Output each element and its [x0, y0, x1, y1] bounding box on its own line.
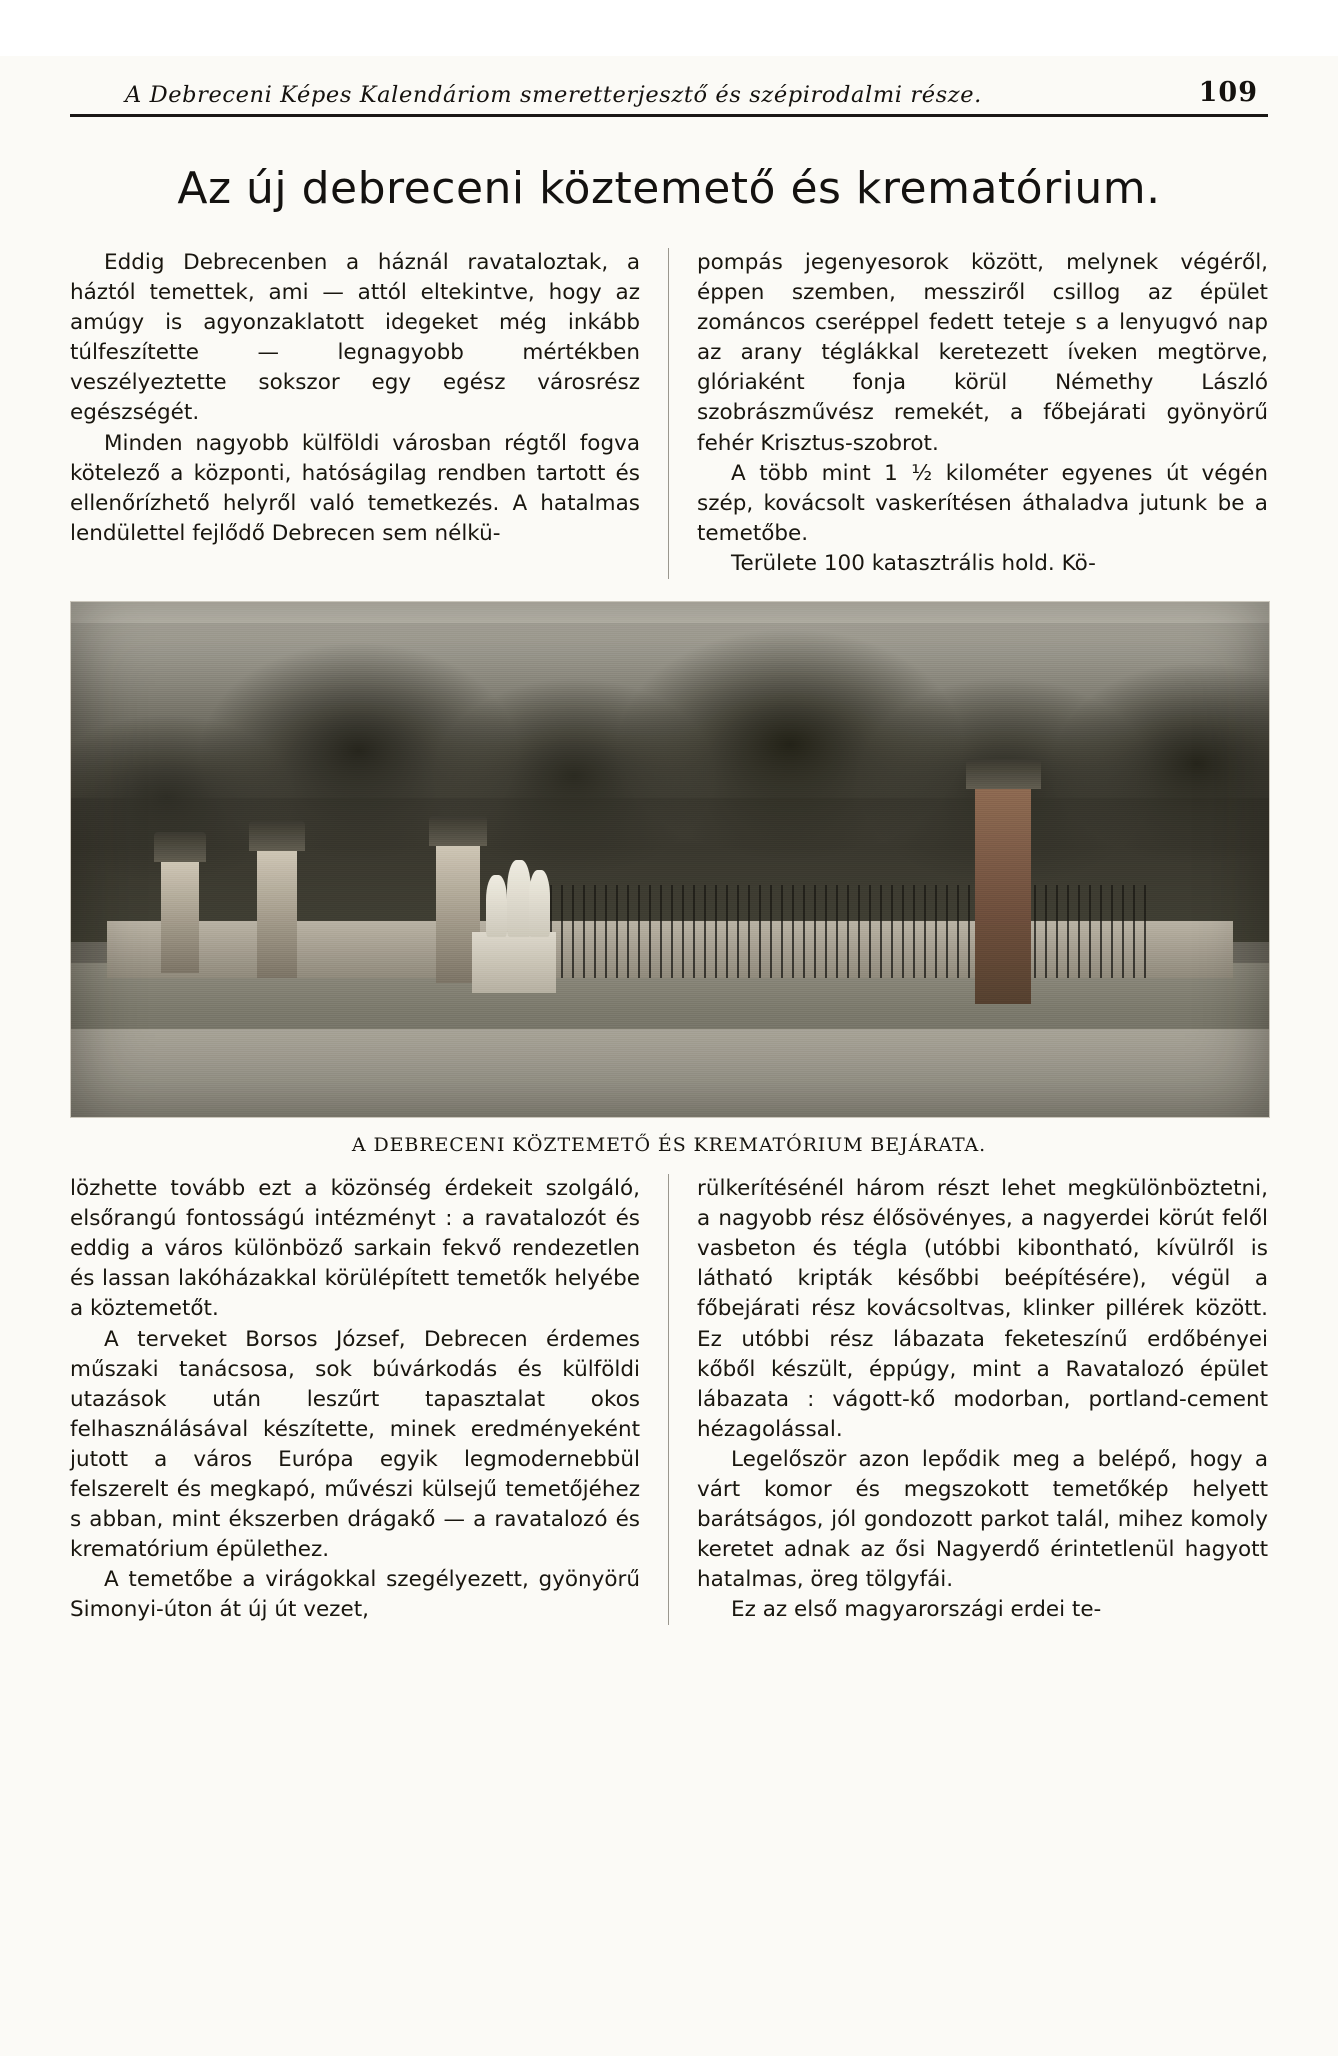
photo-statue [529, 870, 551, 937]
paragraph: lözhette tovább ezt a közönség érdekeit szolgáló, elsőrangú fontosságú intézményt : a ravatalozót és eddig a város különböző sarkain fekvő rendezetlen és lassan lakóházakkal körülépített temetők helyébe a köztemetőt. [70, 1176, 640, 1322]
photo-main-pillar [975, 787, 1030, 1003]
paragraph: Ez az első magyarországi erdei te- [731, 1597, 1102, 1623]
photo-path [71, 1029, 1269, 1117]
upper-left-column [70, 248, 669, 579]
photograph [70, 601, 1270, 1118]
paragraph: rülkerítésénél három részt lehet megkülönböztetni, a nagyobb rész élősövényes, a nagyerdei körút felől vasbeton és tégla (utóbbi kibontható, kívülről is látható kripták későbbi beépítésére), végül a főbejárati rész kovácsoltvas, klinker pillérek között. Ez utóbbi rész lábazata feketeszínű erdőbényei kőből készült, éppúgy, mint a Ravatalozó épület lábazata : vágott-kő modorban, portland-cement hézagolással. [697, 1176, 1268, 1442]
paragraph: A temetőbe a virágokkal szegélyezett, gyönyörű Simonyi-úton át új út vezet, [70, 1567, 640, 1623]
running-head-title: A Debreceni Képes Kalendáriom smeretterjesztő és szépirodalmi része. [125, 82, 982, 108]
paragraph: A terveket Borsos József, Debrecen érdemes műszaki tanácsosa, sok búvárkodás és külföldi utazások után leszűrt tapasztalat okos felhasználásával készítette, minek eredményeként jutott a város Európa egyik legmodernebbül felszerelt és megkapó, művészi külsejű temetőjéhez s abban, mint ékszerben drágakő — a ravatalozó és krematórium épülethez. [70, 1326, 640, 1563]
photo-statue [507, 860, 531, 937]
lower-right-column [669, 1174, 1268, 1625]
photo-statue [486, 875, 508, 937]
page-number: 109 [1198, 77, 1258, 108]
running-head [70, 56, 1268, 117]
upper-text-columns [70, 248, 1268, 579]
photo-iron-fence [550, 885, 1149, 978]
lower-left-column [70, 1174, 669, 1625]
photo-pillar [161, 860, 199, 973]
photo-pillar [257, 849, 298, 978]
upper-right-column [669, 248, 1268, 579]
paragraph: Minden nagyobb külföldi városban régtől fogva kötelező a központi, hatóságilag rendben tartott és ellenőrízhető helyről való temetkezés. A hatalmas lendülettel fejlődő Debrecen sem nélkü- [70, 430, 640, 546]
paragraph: pompás jegenyesorok között, melynek végéről, éppen szemben, messziről csillog az épület zománcos cseréppel fedett teteje s a lenyugvó nap az arany téglákkal keretezett íveken megtörve, glóriaként fonja körül Némethy László szobrászművész remekét, a főbejárati gyönyörű fehér Krisztus-szobrot. [697, 250, 1268, 456]
lower-text-columns [70, 1174, 1268, 1625]
page [0, 56, 1338, 2056]
paragraph: Eddig Debrecenben a háznál ravataloztak, a háztól temettek, ami — attól eltekintve, hogy az amúgy is agyonzaklatott idegeket még inkább túlfeszítette — legnagyobb mértékben veszélyeztette sokszor egy egész városrész egészségét. [70, 250, 640, 426]
figure [70, 601, 1268, 1156]
paragraph: Területe 100 katasztrális hold. Kö- [731, 550, 1096, 576]
figure-caption: A DEBRECENI KÖZTEMETŐ ÉS KREMATÓRIUM BEJÁRATA. [351, 1134, 987, 1157]
paragraph: A több mint 1 ½ kilométer egyenes út végén szép, kovácsolt vaskerítésen áthaladva jutunk be a temetőbe. [697, 460, 1268, 546]
photo-statue-plinth [472, 932, 556, 994]
page-title: Az új debreceni köztemető és krematórium. [177, 163, 1161, 214]
paragraph: Legelőször azon lepődik meg a belépő, hogy a várt komor és megszokott temetőkép helyett barátságos, jól gondozott parkot talál, mihez komoly keretet adnak az ősi Nagyerdő érintetlenül hagyott hatalmas, öreg tölgyfái. [697, 1446, 1268, 1593]
